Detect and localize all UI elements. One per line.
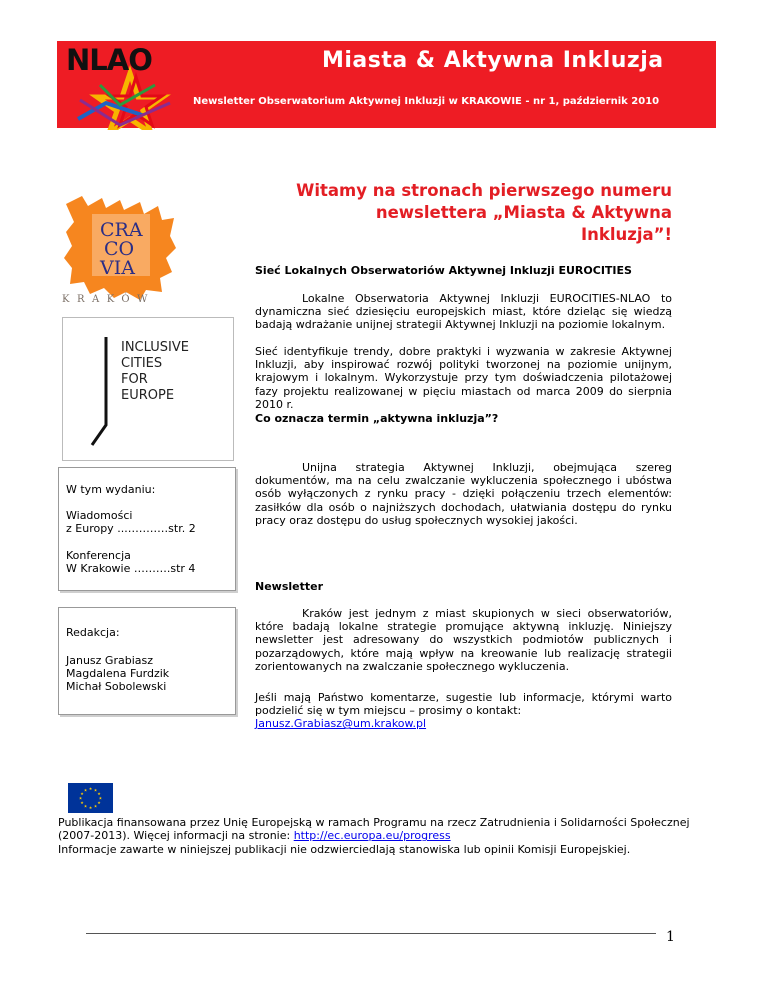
svg-text:★: ★ xyxy=(83,803,88,809)
newsletter-title: Miasta & Aktywna Inkluzja xyxy=(322,48,664,73)
section-eurocities-para-2: Sieć identyfikuje trendy, dobre praktyki i wyzwania w zakresie Aktywnej Inkluzji, aby inspirować rozwój polityki tworzonej na poziomie unijnym, krajowym i lokalnym. Wykorzystuje przy tym doświadczenia pilotażowej fazy projektu realizowanej w pięciu miastach od marca 2009 do sierpnia 2010 r. xyxy=(255,345,672,411)
krakow-label: KRAKÓW xyxy=(62,294,155,305)
toc-item-conference: Konferencja W Krakowie ……….str 4 xyxy=(66,549,196,575)
section-title-active-inclusion: Co oznacza termin „aktywna inkluzja”? xyxy=(255,412,499,425)
svg-text:★: ★ xyxy=(93,803,98,809)
editors-names: Janusz Grabiasz Magdalena Furdzik Michał Sobolewski xyxy=(66,654,170,693)
cracovia-line-3: VIA xyxy=(100,257,135,279)
cracovia-line-2: CO xyxy=(104,238,135,260)
progress-link[interactable]: http://ec.europa.eu/progress xyxy=(293,829,451,843)
svg-text:★: ★ xyxy=(93,787,98,793)
section-active-inclusion-para: Unijna strategia Aktywnej Inkluzji, obejmująca szereg dokumentów, ma na celu zwalczanie wykluczenia społecznego i ubóstwa osób wyłączonych z rynku pracy - dzięki połączeniu trzech elementów: zasiłków dla osób o najniższych dochodach, ułatwiania dostępu do rynku pracy oraz dostępu do usług społecznych wysokiej jakości. xyxy=(255,461,672,527)
svg-text:★: ★ xyxy=(97,791,101,796)
disclaimer-text: Informacje zawarte w niniejszej publikacji nie odzwierciedlają stanowiska lub opinii Komisji Europejskiej. xyxy=(58,842,631,856)
section-newsletter-para-1: Kraków jest jednym z miast skupionych w sieci obserwatoriów, które badają lokalne strategie promujące aktywną inkluzję. Niniejszy newsletter jest adresowany do wszystkich podmiotów publicznych i pozarządowych, które mają wpływ na kreowanie lub realizację strategii zorientowanych na zwalczanie społecznego wykluczenia. xyxy=(255,607,672,673)
section-title-eurocities: Sieć Lokalnych Obserwatoriów Aktywnej Inkluzji EUROCITIES xyxy=(255,264,632,277)
editors-title: Redakcja: xyxy=(66,626,120,639)
svg-text:★: ★ xyxy=(80,791,84,796)
footer-divider xyxy=(86,933,656,934)
svg-text:★: ★ xyxy=(80,800,84,805)
svg-text:★: ★ xyxy=(88,805,93,810)
funding-note xyxy=(58,816,703,856)
welcome-line-1: Witamy na stronach pierwszego numeru xyxy=(296,181,672,200)
section-title-newsletter: Newsletter xyxy=(255,580,324,593)
eu-flag-icon xyxy=(68,783,113,813)
toc-title: W tym wydaniu: xyxy=(66,483,156,496)
svg-text:★: ★ xyxy=(97,800,101,805)
cracovia-logo xyxy=(62,192,178,307)
section-eurocities-para-1: Lokalne Obserwatoria Aktywnej Inkluzji EUROCITIES-NLAO to dynamiczna sieć dziesięciu europejskich miast, które dzieląc się wiedzą badają wdrażanie unijnej strategii Aktywnej Inkluzji na poziomie lokalnym. xyxy=(255,292,672,332)
inclusive-logo-text: INCLUSIVE CITIES FOR EUROPE xyxy=(121,340,189,403)
logo-text: NLAO xyxy=(66,43,152,77)
welcome-line-2: newslettera „Miasta & Aktywna Inkluzja”! xyxy=(375,203,672,244)
svg-text:★: ★ xyxy=(83,787,88,793)
contact-email-link[interactable]: Janusz.Grabiasz@um.krakow.pl xyxy=(255,717,427,731)
svg-text:★: ★ xyxy=(98,795,103,801)
contact-text: Jeśli mają Państwo komentarze, sugestie lub informacje, którymi warto podzielić się w tym miejscu – prosimy o kontakt: xyxy=(255,691,672,718)
newsletter-subtitle: Newsletter Obserwatorium Aktywnej Inkluzji w KRAKOWIE - nr 1, październik 2010 xyxy=(193,96,660,107)
toc-item-europe: Wiadomości z Europy ..…………str. 2 xyxy=(66,509,196,535)
svg-text:★: ★ xyxy=(78,795,83,801)
svg-text:★: ★ xyxy=(88,786,93,791)
section-newsletter-para-2 xyxy=(255,691,672,731)
welcome-heading xyxy=(280,180,672,246)
cracovia-line-1: CRA xyxy=(100,219,143,241)
funding-text: Publikacja finansowana przez Unię Europejską w ramach Programu na rzecz Zatrudnienia i Solidarności Społecznej (2007-2013). Więcej informacji na stronie: xyxy=(58,816,690,843)
page-number: 1 xyxy=(666,929,675,945)
